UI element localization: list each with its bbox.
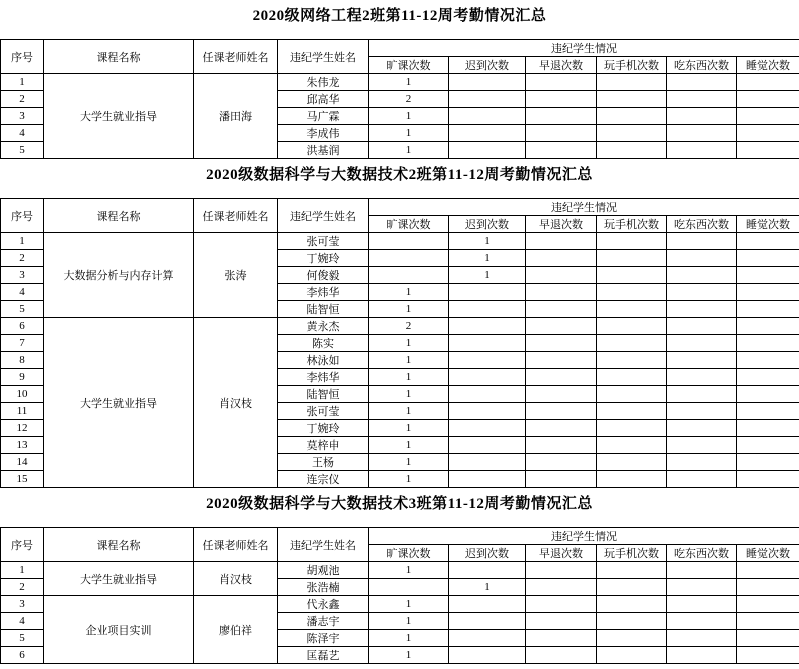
count-cell-0: 1 [369,596,449,613]
count-cell-3 [597,125,667,142]
count-cell-3 [597,108,667,125]
count-cell-4 [667,74,737,91]
count-cell-0: 1 [369,647,449,664]
course-cell: 企业项目实训 [44,596,194,664]
count-cell-5 [737,437,799,454]
student-cell: 丁婉玲 [278,250,369,267]
count-cell-4 [667,437,737,454]
column-header-student: 违纪学生姓名 [278,528,369,562]
count-cell-2 [526,437,597,454]
count-cell-0: 1 [369,369,449,386]
count-cell-2 [526,386,597,403]
column-header-count-5: 睡觉次数 [737,57,799,74]
column-header-teacher: 任课老师姓名 [194,40,278,74]
count-cell-2 [526,562,597,579]
count-cell-5 [737,74,799,91]
count-cell-1 [449,403,526,420]
count-cell-4 [667,233,737,250]
count-cell-4 [667,471,737,488]
count-cell-0: 1 [369,284,449,301]
student-cell: 张可莹 [278,233,369,250]
count-cell-5 [737,142,799,159]
column-header-index: 序号 [1,199,44,233]
student-cell: 陈泽宇 [278,630,369,647]
section-title: 2020级数据科学与大数据技术2班第11-12周考勤情况汇总 [0,166,799,184]
count-cell-0: 1 [369,352,449,369]
count-cell-2 [526,267,597,284]
count-cell-0: 1 [369,301,449,318]
count-cell-3 [597,233,667,250]
count-cell-3 [597,386,667,403]
attendance-table [0,198,799,488]
column-header-count-2: 早退次数 [526,57,597,74]
count-cell-3 [597,369,667,386]
column-header-student: 违纪学生姓名 [278,40,369,74]
course-cell: 大学生就业指导 [44,318,194,488]
count-cell-5 [737,579,799,596]
count-cell-4 [667,91,737,108]
count-cell-1 [449,335,526,352]
row-index-cell: 13 [1,437,44,454]
column-header-count-0: 旷课次数 [369,545,449,562]
report-section-3 [0,495,799,664]
count-cell-5 [737,250,799,267]
column-header-count-0: 旷课次数 [369,216,449,233]
count-cell-3 [597,335,667,352]
count-cell-4 [667,579,737,596]
count-cell-1 [449,562,526,579]
count-cell-2 [526,403,597,420]
row-index-cell: 2 [1,250,44,267]
count-cell-1: 1 [449,579,526,596]
count-cell-2 [526,108,597,125]
course-cell: 大数据分析与内存计算 [44,233,194,318]
column-header-count-1: 迟到次数 [449,216,526,233]
count-cell-3 [597,91,667,108]
count-cell-5 [737,91,799,108]
column-header-violation-group: 违纪学生情况 [369,40,799,57]
student-cell: 邱高华 [278,91,369,108]
count-cell-4 [667,630,737,647]
column-header-count-4: 吃东西次数 [667,57,737,74]
count-cell-3 [597,471,667,488]
student-cell: 李炜华 [278,284,369,301]
table-row [1,233,799,250]
count-cell-2 [526,284,597,301]
row-index-cell: 4 [1,284,44,301]
count-cell-3 [597,250,667,267]
column-header-count-0: 旷课次数 [369,57,449,74]
count-cell-4 [667,125,737,142]
count-cell-5 [737,647,799,664]
attendance-table [0,527,799,664]
count-cell-5 [737,630,799,647]
count-cell-3 [597,596,667,613]
student-cell: 张可莹 [278,403,369,420]
count-cell-2 [526,142,597,159]
count-cell-3 [597,403,667,420]
count-cell-5 [737,596,799,613]
course-cell: 大学生就业指导 [44,562,194,596]
count-cell-0 [369,233,449,250]
count-cell-0: 1 [369,613,449,630]
teacher-cell: 肖汉枝 [194,318,278,488]
count-cell-3 [597,454,667,471]
student-cell: 黄永杰 [278,318,369,335]
count-cell-1 [449,369,526,386]
teacher-cell: 廖伯祥 [194,596,278,664]
student-cell: 胡观池 [278,562,369,579]
header-row-1 [1,40,799,57]
count-cell-4 [667,335,737,352]
count-cell-0: 1 [369,562,449,579]
row-index-cell: 3 [1,267,44,284]
count-cell-1 [449,142,526,159]
count-cell-1 [449,352,526,369]
count-cell-5 [737,562,799,579]
count-cell-4 [667,386,737,403]
student-cell: 陆智恒 [278,301,369,318]
row-index-cell: 3 [1,596,44,613]
count-cell-4 [667,647,737,664]
row-index-cell: 2 [1,579,44,596]
count-cell-0: 2 [369,91,449,108]
count-cell-1 [449,420,526,437]
count-cell-2 [526,420,597,437]
count-cell-1 [449,74,526,91]
count-cell-3 [597,267,667,284]
table-row [1,596,799,613]
column-header-course: 课程名称 [44,199,194,233]
column-header-teacher: 任课老师姓名 [194,199,278,233]
column-header-teacher: 任课老师姓名 [194,528,278,562]
count-cell-2 [526,318,597,335]
table-row [1,562,799,579]
count-cell-2 [526,335,597,352]
count-cell-5 [737,471,799,488]
count-cell-1: 1 [449,267,526,284]
count-cell-5 [737,301,799,318]
count-cell-5 [737,318,799,335]
count-cell-1 [449,454,526,471]
count-cell-2 [526,233,597,250]
count-cell-5 [737,108,799,125]
column-header-violation-group: 违纪学生情况 [369,528,799,545]
count-cell-2 [526,596,597,613]
count-cell-5 [737,403,799,420]
count-cell-5 [737,369,799,386]
count-cell-4 [667,454,737,471]
count-cell-3 [597,352,667,369]
row-index-cell: 15 [1,471,44,488]
row-index-cell: 1 [1,562,44,579]
course-cell: 大学生就业指导 [44,74,194,159]
row-index-cell: 5 [1,630,44,647]
row-index-cell: 5 [1,142,44,159]
row-index-cell: 1 [1,74,44,91]
count-cell-4 [667,142,737,159]
row-index-cell: 8 [1,352,44,369]
student-cell: 洪基润 [278,142,369,159]
count-cell-2 [526,454,597,471]
section-title: 2020级数据科学与大数据技术3班第11-12周考勤情况汇总 [0,495,799,513]
count-cell-0: 1 [369,386,449,403]
count-cell-4 [667,352,737,369]
count-cell-4 [667,284,737,301]
count-cell-3 [597,562,667,579]
count-cell-4 [667,318,737,335]
count-cell-4 [667,267,737,284]
count-cell-1 [449,386,526,403]
count-cell-0: 1 [369,335,449,352]
count-cell-5 [737,125,799,142]
column-header-course: 课程名称 [44,40,194,74]
count-cell-3 [597,142,667,159]
student-cell: 马广霖 [278,108,369,125]
student-cell: 李炜华 [278,369,369,386]
count-cell-4 [667,596,737,613]
count-cell-2 [526,369,597,386]
teacher-cell: 潘田海 [194,74,278,159]
column-header-count-1: 迟到次数 [449,57,526,74]
student-cell: 潘志宇 [278,613,369,630]
report-section-2 [0,166,799,488]
count-cell-2 [526,125,597,142]
count-cell-3 [597,301,667,318]
row-index-cell: 7 [1,335,44,352]
count-cell-1 [449,471,526,488]
attendance-report-page [0,7,799,664]
count-cell-4 [667,108,737,125]
row-index-cell: 11 [1,403,44,420]
column-header-count-4: 吃东西次数 [667,545,737,562]
student-cell: 代永鑫 [278,596,369,613]
header-row-1 [1,528,799,545]
count-cell-3 [597,74,667,91]
teacher-cell: 张涛 [194,233,278,318]
count-cell-1 [449,596,526,613]
count-cell-1 [449,108,526,125]
count-cell-0 [369,250,449,267]
teacher-cell: 肖汉枝 [194,562,278,596]
table-row [1,318,799,335]
column-header-violation-group: 违纪学生情况 [369,199,799,216]
column-header-count-5: 睡觉次数 [737,216,799,233]
column-header-index: 序号 [1,528,44,562]
count-cell-3 [597,630,667,647]
student-cell: 陈实 [278,335,369,352]
count-cell-4 [667,403,737,420]
row-index-cell: 14 [1,454,44,471]
count-cell-0: 1 [369,471,449,488]
count-cell-1: 1 [449,233,526,250]
count-cell-1 [449,125,526,142]
count-cell-0: 1 [369,420,449,437]
row-index-cell: 6 [1,318,44,335]
count-cell-5 [737,420,799,437]
student-cell: 莫梓申 [278,437,369,454]
row-index-cell: 1 [1,233,44,250]
row-index-cell: 6 [1,647,44,664]
count-cell-0 [369,579,449,596]
count-cell-2 [526,301,597,318]
column-header-count-3: 玩手机次数 [597,57,667,74]
count-cell-3 [597,420,667,437]
count-cell-3 [597,318,667,335]
column-header-count-5: 睡觉次数 [737,545,799,562]
header-row-1 [1,199,799,216]
student-cell: 朱伟龙 [278,74,369,91]
table-row [1,74,799,91]
count-cell-1 [449,301,526,318]
count-cell-2 [526,647,597,664]
count-cell-2 [526,630,597,647]
count-cell-5 [737,454,799,471]
student-cell: 林泳如 [278,352,369,369]
column-header-count-3: 玩手机次数 [597,216,667,233]
report-section-1 [0,7,799,159]
column-header-count-1: 迟到次数 [449,545,526,562]
column-header-count-2: 早退次数 [526,216,597,233]
count-cell-0: 1 [369,403,449,420]
count-cell-2 [526,352,597,369]
count-cell-5 [737,386,799,403]
row-index-cell: 10 [1,386,44,403]
attendance-table [0,39,799,159]
row-index-cell: 4 [1,613,44,630]
column-header-count-3: 玩手机次数 [597,545,667,562]
count-cell-4 [667,562,737,579]
count-cell-1 [449,437,526,454]
column-header-index: 序号 [1,40,44,74]
student-cell: 陆智恒 [278,386,369,403]
column-header-course: 课程名称 [44,528,194,562]
row-index-cell: 5 [1,301,44,318]
count-cell-1: 1 [449,250,526,267]
count-cell-0: 1 [369,142,449,159]
count-cell-1 [449,91,526,108]
student-cell: 匡磊艺 [278,647,369,664]
count-cell-2 [526,579,597,596]
student-cell: 何俊毅 [278,267,369,284]
count-cell-0: 1 [369,74,449,91]
row-index-cell: 2 [1,91,44,108]
row-index-cell: 3 [1,108,44,125]
count-cell-0: 1 [369,454,449,471]
count-cell-3 [597,647,667,664]
count-cell-0: 1 [369,108,449,125]
count-cell-5 [737,335,799,352]
count-cell-4 [667,420,737,437]
count-cell-4 [667,301,737,318]
count-cell-5 [737,233,799,250]
count-cell-4 [667,250,737,267]
column-header-student: 违纪学生姓名 [278,199,369,233]
count-cell-2 [526,471,597,488]
column-header-count-4: 吃东西次数 [667,216,737,233]
count-cell-0: 2 [369,318,449,335]
count-cell-0: 1 [369,630,449,647]
count-cell-5 [737,352,799,369]
student-cell: 连宗仪 [278,471,369,488]
count-cell-2 [526,91,597,108]
row-index-cell: 9 [1,369,44,386]
student-cell: 王杨 [278,454,369,471]
row-index-cell: 12 [1,420,44,437]
count-cell-0: 1 [369,125,449,142]
section-title: 2020级网络工程2班第11-12周考勤情况汇总 [0,7,799,25]
student-cell: 丁婉玲 [278,420,369,437]
count-cell-0 [369,267,449,284]
count-cell-1 [449,647,526,664]
student-cell: 张浩楠 [278,579,369,596]
count-cell-2 [526,250,597,267]
count-cell-1 [449,284,526,301]
count-cell-2 [526,74,597,91]
count-cell-1 [449,630,526,647]
count-cell-5 [737,267,799,284]
row-index-cell: 4 [1,125,44,142]
count-cell-0: 1 [369,437,449,454]
student-cell: 李成伟 [278,125,369,142]
count-cell-4 [667,369,737,386]
count-cell-3 [597,437,667,454]
count-cell-5 [737,284,799,301]
count-cell-1 [449,318,526,335]
count-cell-3 [597,579,667,596]
count-cell-3 [597,284,667,301]
column-header-count-2: 早退次数 [526,545,597,562]
